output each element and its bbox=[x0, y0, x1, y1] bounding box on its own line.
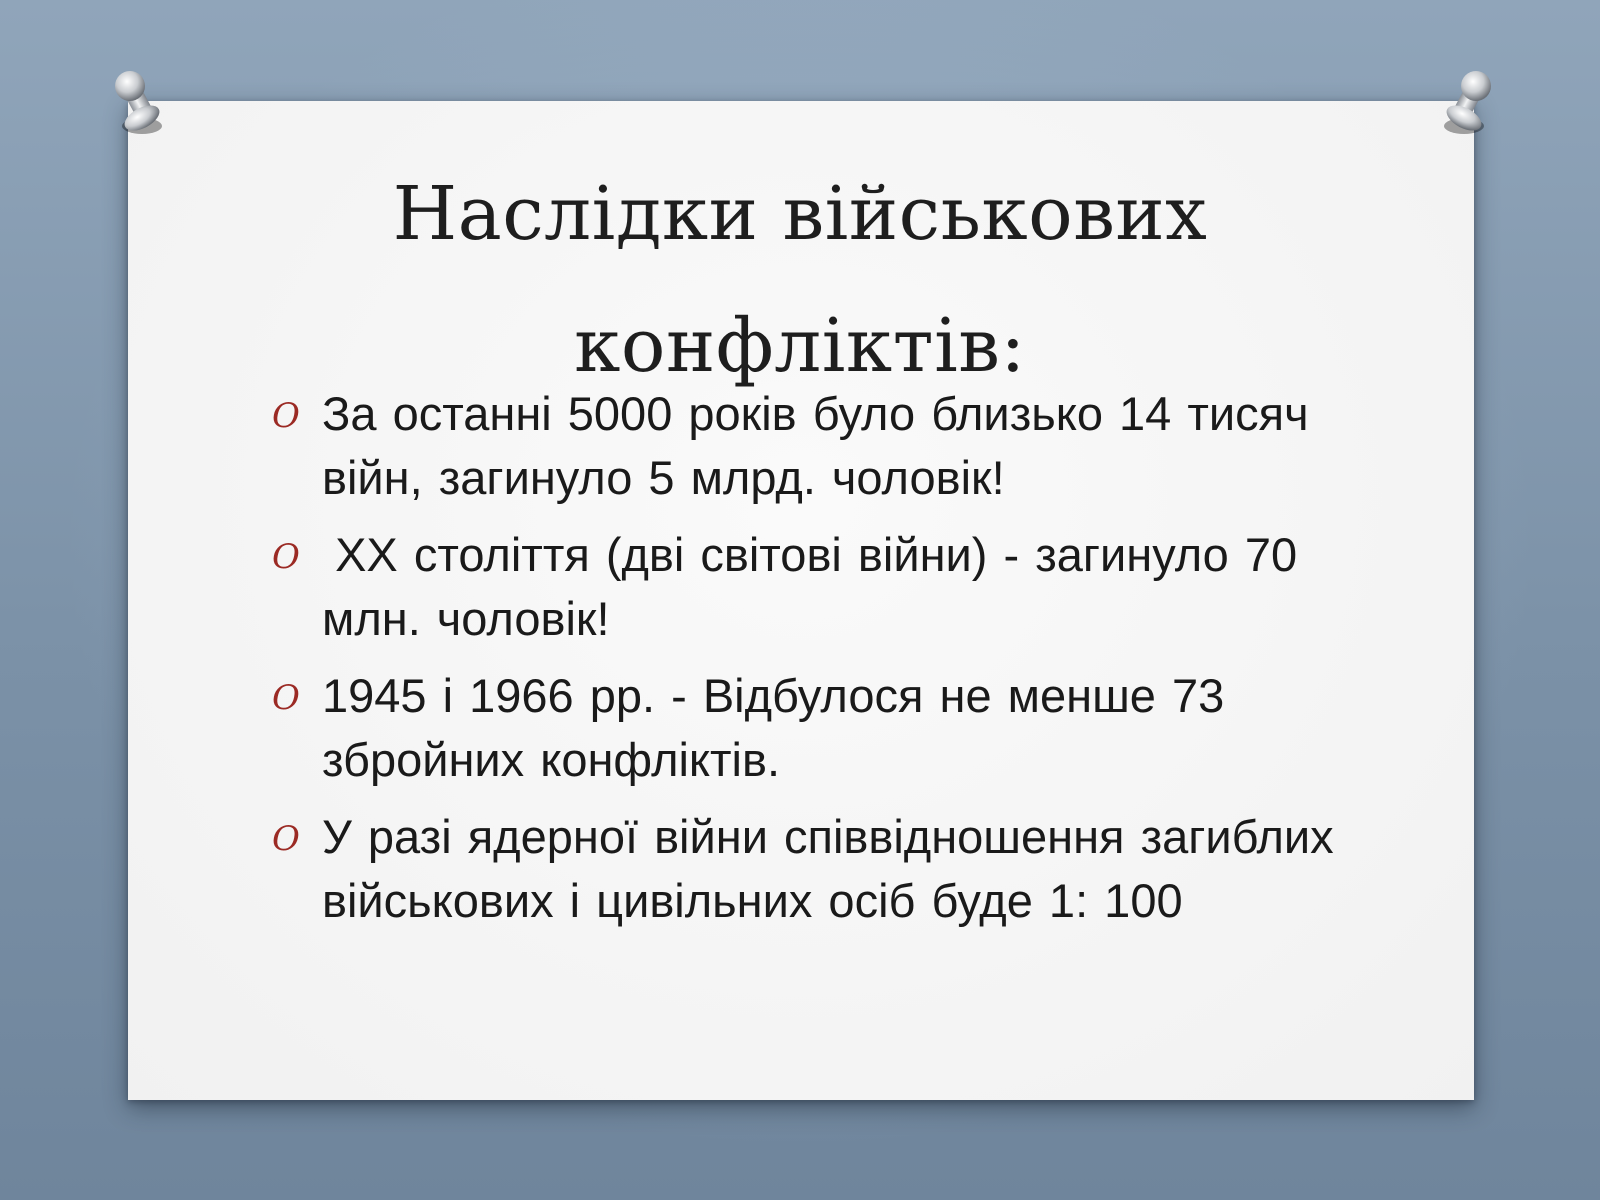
bullet-text: XX століття (дві світові війни) - загинуло 70 млн. чоловік! bbox=[322, 528, 1314, 645]
bullet-marker-icon: O bbox=[272, 537, 300, 577]
bullet-text: 1945 і 1966 рр. - Відбулося не менше 73 збройних конфліктів. bbox=[322, 669, 1225, 786]
slide-title-line-2: конфліктів: bbox=[574, 303, 1026, 389]
bullet-text: За останні 5000 років було близько 14 тисяч війн, загинуло 5 млрд. чоловік! bbox=[322, 387, 1309, 504]
pushpin-icon bbox=[110, 66, 168, 138]
pushpin-icon bbox=[1438, 66, 1496, 138]
bullet-item bbox=[270, 382, 1350, 510]
bullet-item bbox=[270, 664, 1350, 792]
slide-title-line-1: Наслідки військових bbox=[392, 171, 1208, 257]
bullet-marker-icon: O bbox=[272, 678, 300, 718]
bullet-item bbox=[270, 805, 1350, 933]
bullet-text: У разі ядерної війни співвідношення загиблих військових і цивільних осіб буде 1: 100 bbox=[322, 810, 1334, 927]
bullet-list bbox=[270, 382, 1350, 946]
slide-title bbox=[200, 148, 1400, 412]
bullet-item bbox=[270, 523, 1350, 651]
bullet-marker-icon: O bbox=[272, 396, 300, 436]
bullet-marker-icon: O bbox=[272, 819, 300, 859]
